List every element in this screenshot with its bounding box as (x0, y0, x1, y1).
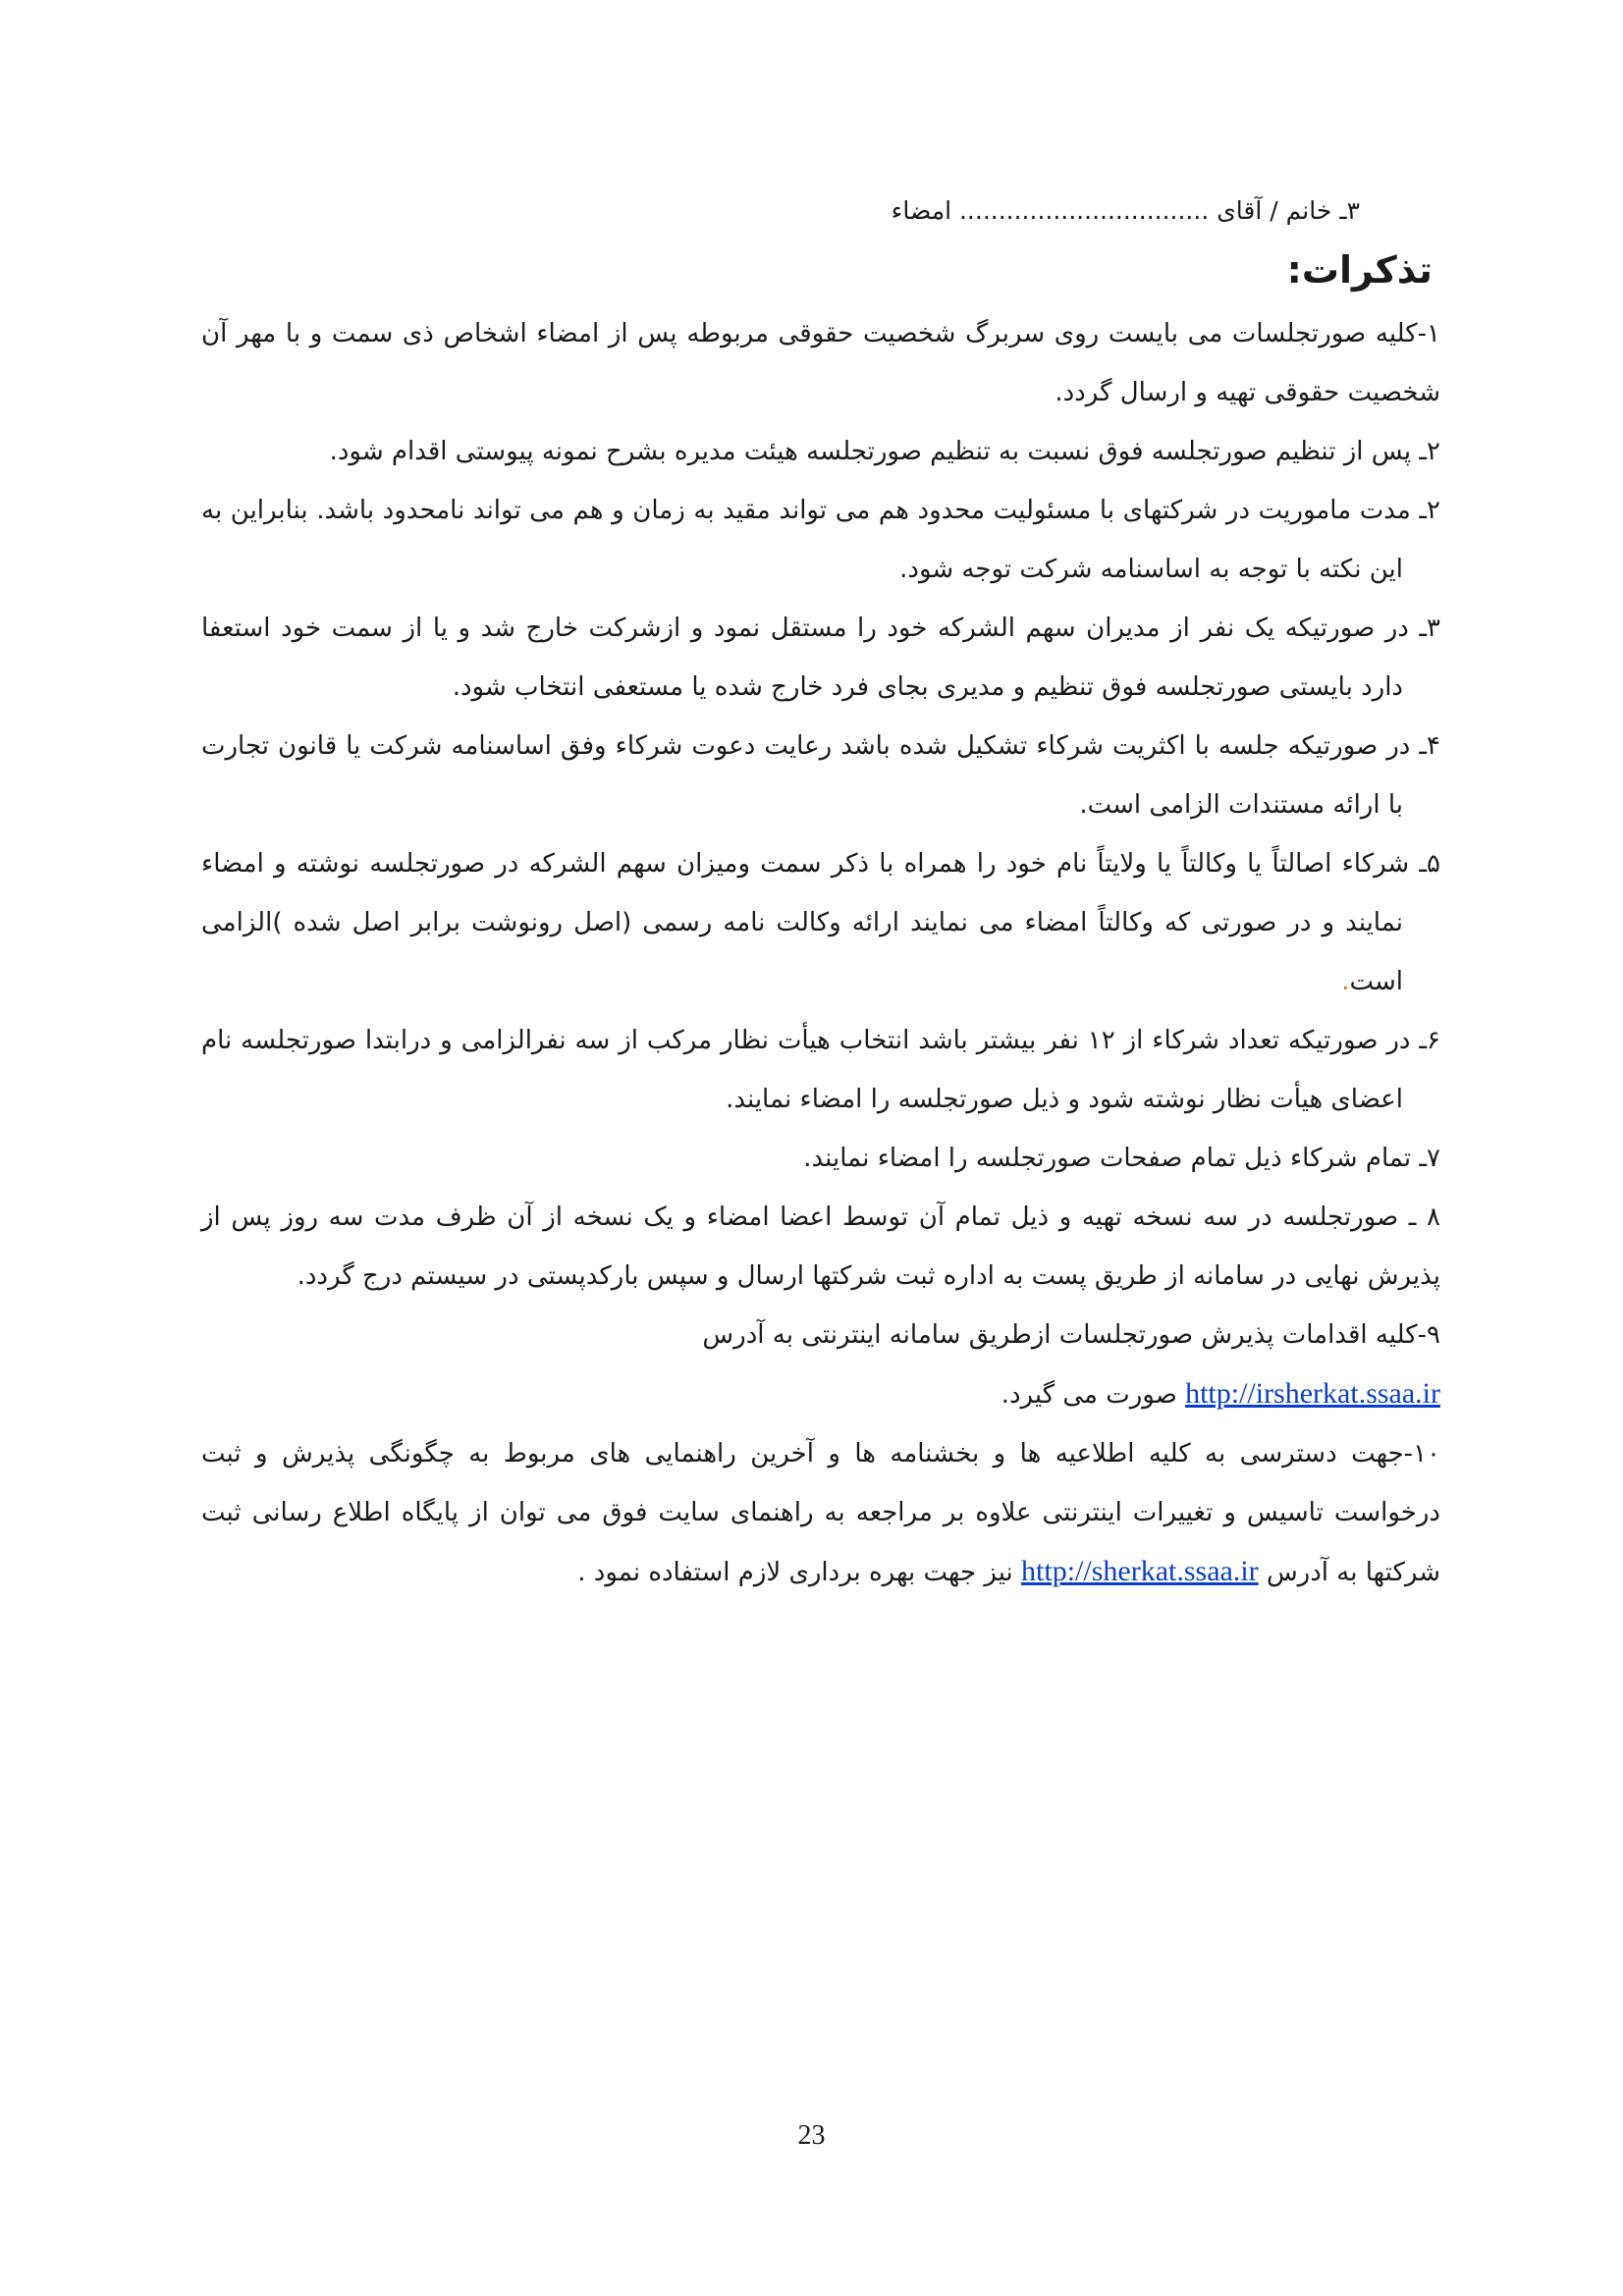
notes-heading: تذکرات: (1286, 248, 1433, 292)
note-5 (201, 834, 1440, 1011)
note-3: ۳ـ در صورتیکه یک نفر از مدیران سهم الشرکه خود را مستقل نمود و ازشرکت خارج شد و یا از سمت خود استعفا دارد بایستی صورتجلسه فوق تنظیم و مدیری بجای فرد خارج شده یا مستعفی انتخاب شود. (201, 614, 1440, 702)
note-5-period: . (1341, 967, 1350, 996)
note-9 (201, 1306, 1440, 1424)
note-1: ۱-کلیه صورتجلسات می بایست روی سربرگ شخصیت حقوقی مربوطه پس از امضاء اشخاص ذی سمت و با مهر آن شخصیت حقوقی تهیه و ارسال گردد. (201, 319, 1440, 407)
note-2a: ۲ـ پس از تنظیم صورتجلسه فوق نسبت به تنظیم صورتجلسه هیئت مدیره بشرح نمونه پیوستی اقدام شود. (329, 437, 1440, 466)
note-10-tail: نیز جهت بهره برداری لازم استفاده نمود . (577, 1558, 1013, 1587)
note-7: ۷ـ تمام شرکاء ذیل تمام صفحات صورتجلسه را امضاء نمایند. (803, 1144, 1440, 1173)
note-10 (201, 1424, 1440, 1602)
note-6: ۶ـ در صورتیکه تعداد شرکاء از ۱۲ نفر بیشتر باشد انتخاب هیأت نظار مرکب از سه نفرالزامی و درابتدا صورتجلسه نام اعضای هیأت نظار نوشته شود و ذیل صورتجلسه را امضاء نمایند. (201, 1026, 1440, 1114)
note-9-text: ۹-کلیه اقدامات پذیرش صورتجلسات ازطریق سامانه اینترنتی به آدرس (702, 1320, 1440, 1350)
page-number: 23 (797, 2120, 826, 2151)
document-page (201, 187, 1440, 1602)
note-9-tail: صورت می گیرد. (1001, 1380, 1177, 1410)
sherkat-link[interactable]: http://sherkat.ssaa.ir (1021, 1555, 1259, 1587)
signature-line: ۳ـ خانم / آقای ................................ امضاء (891, 196, 1360, 225)
note-10-text: ۱۰-جهت دسترسی به کلیه اطلاعیه ها و بخشنامه ها و آخرین راهنمایی های مربوط به چگونگی پذیرش و ثبت درخواست تاسیس و تغییرات اینترنتی علاوه بر مراجعه به راهنمای سایت فوق می توان از پایگاه اطلاع رسانی ثبت شرکتها به آدرس (201, 1439, 1440, 1587)
note-5-text: ۵ـ شرکاء اصالتاً یا وکالتاً یا ولایتاً نام خود را همراه با ذکر سمت ومیزان سهم الشرکه در صورتجلسه نوشته و امضاء نمایند و در صورتی که وکالتاً امضاء می نمایند ارائه وکالت نامه رسمی (اصل رونوشت برابر اصل شده )الزامی است (201, 849, 1440, 996)
note-8: ۸ ـ صورتجلسه در سه نسخه تهیه و ذیل تمام آن توسط اعضا امضاء و یک نسخه از آن ظرف مدت سه روز پس از پذیرش نهایی در سامانه از طریق پست به اداره ثبت شرکتها ارسال و سپس بارکدپستی در سیستم درج گردد. (201, 1202, 1440, 1291)
irsherkat-link[interactable]: http://irsherkat.ssaa.ir (1185, 1377, 1440, 1410)
note-2b: ۲ـ مدت ماموریت در شرکتهای با مسئولیت محدود هم می تواند مقید به زمان و هم می تواند نامحدود باشد. بنابراین به این نکته با توجه به اساسنامه شرکت توجه شود. (201, 496, 1440, 584)
note-4: ۴ـ در صورتیکه جلسه با اکثریت شرکاء تشکیل شده باشد رعایت دعوت شرکاء وفق اساسنامه شرکت یا قانون تجارت با ارائه مستندات الزامی است. (201, 731, 1440, 820)
